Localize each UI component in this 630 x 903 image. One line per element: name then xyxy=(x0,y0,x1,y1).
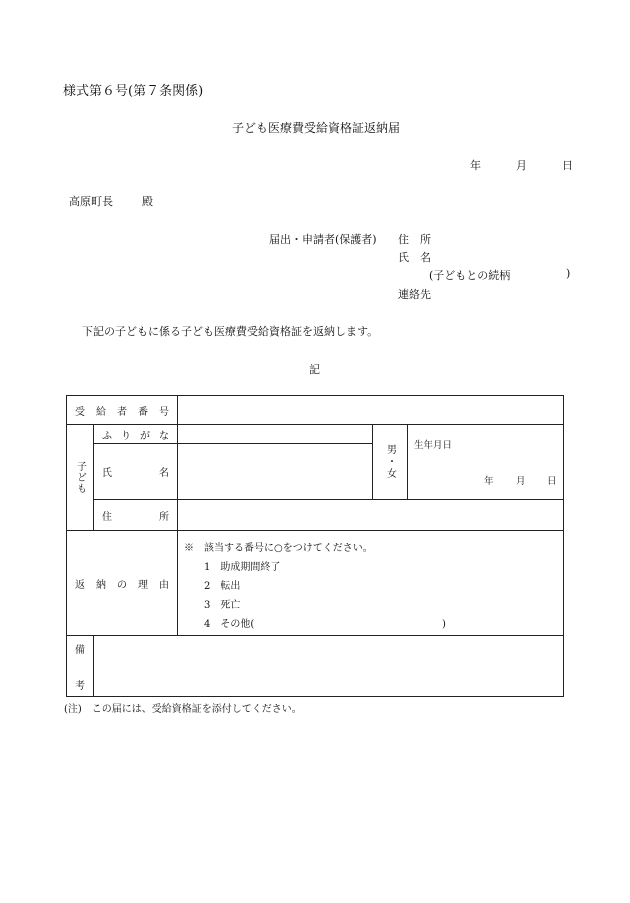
recipient-number-field[interactable] xyxy=(178,396,564,425)
addressee-town: 高原町長 xyxy=(69,195,113,208)
reason-option-2[interactable]: 2 転出 xyxy=(204,581,241,592)
applicant-name-label: 氏 名 xyxy=(398,251,431,264)
gender-label: 男・女 xyxy=(384,444,396,480)
birth-day-label: 日 xyxy=(547,476,557,487)
return-form-table xyxy=(66,395,564,697)
child-address-label: 住 所 xyxy=(94,500,178,531)
birth-date-cell[interactable] xyxy=(408,425,564,500)
date-day-label: 日 xyxy=(562,159,573,172)
recipient-number-label: 受 給 者 番 号 xyxy=(67,396,178,425)
date-month-label: 月 xyxy=(516,159,527,172)
remarks-label: 備 考 xyxy=(67,636,94,697)
child-name-field[interactable] xyxy=(178,444,373,500)
page-title: 子ども医療費受給資格証返納届 xyxy=(232,121,401,135)
applicant-relation-label: (子どもとの続柄 xyxy=(429,269,511,282)
return-reason-options[interactable] xyxy=(178,531,564,636)
footnote: (注) この届には、受給資格証を添付してください。 xyxy=(64,704,302,715)
addressee-honorific: 殿 xyxy=(142,195,153,208)
remarks-field[interactable] xyxy=(94,636,564,697)
reason-option-4[interactable]: 4 その他( ) xyxy=(184,615,557,634)
furigana-field[interactable] xyxy=(178,425,373,444)
applicant-relation-close: ) xyxy=(566,267,571,280)
applicant-role: 届出・申請者(保護者) xyxy=(269,233,377,246)
birth-year-label: 年 xyxy=(484,476,494,487)
child-name-label: 氏 名 xyxy=(94,444,178,500)
child-label: 子ども xyxy=(74,461,86,494)
form-number: 様式第６号(第７条関係) xyxy=(63,84,204,99)
ki-heading: 記 xyxy=(309,363,320,376)
return-reason-label: 返 納 の 理 由 xyxy=(67,531,178,636)
gender-cell[interactable] xyxy=(373,425,408,500)
furigana-label: ふ り が な xyxy=(94,425,178,444)
statement-text: 下記の子どもに係る子ども医療費受給資格証を返納します。 xyxy=(82,325,379,338)
child-address-field[interactable] xyxy=(178,500,564,531)
reason-option-1[interactable]: 1 助成期間終了 xyxy=(204,562,281,573)
applicant-address-label: 住 所 xyxy=(398,233,431,246)
applicant-contact-label: 連絡先 xyxy=(398,288,431,301)
reason-other-close: ) xyxy=(442,619,446,630)
birth-date-label: 生年月日 xyxy=(414,440,453,451)
reason-note: ※ 該当する番号に○をつけてください。 xyxy=(184,543,373,554)
date-year-label: 年 xyxy=(470,159,481,172)
reason-option-3[interactable]: 3 死亡 xyxy=(204,600,241,611)
child-label-cell xyxy=(67,425,94,531)
birth-month-label: 月 xyxy=(516,476,526,487)
